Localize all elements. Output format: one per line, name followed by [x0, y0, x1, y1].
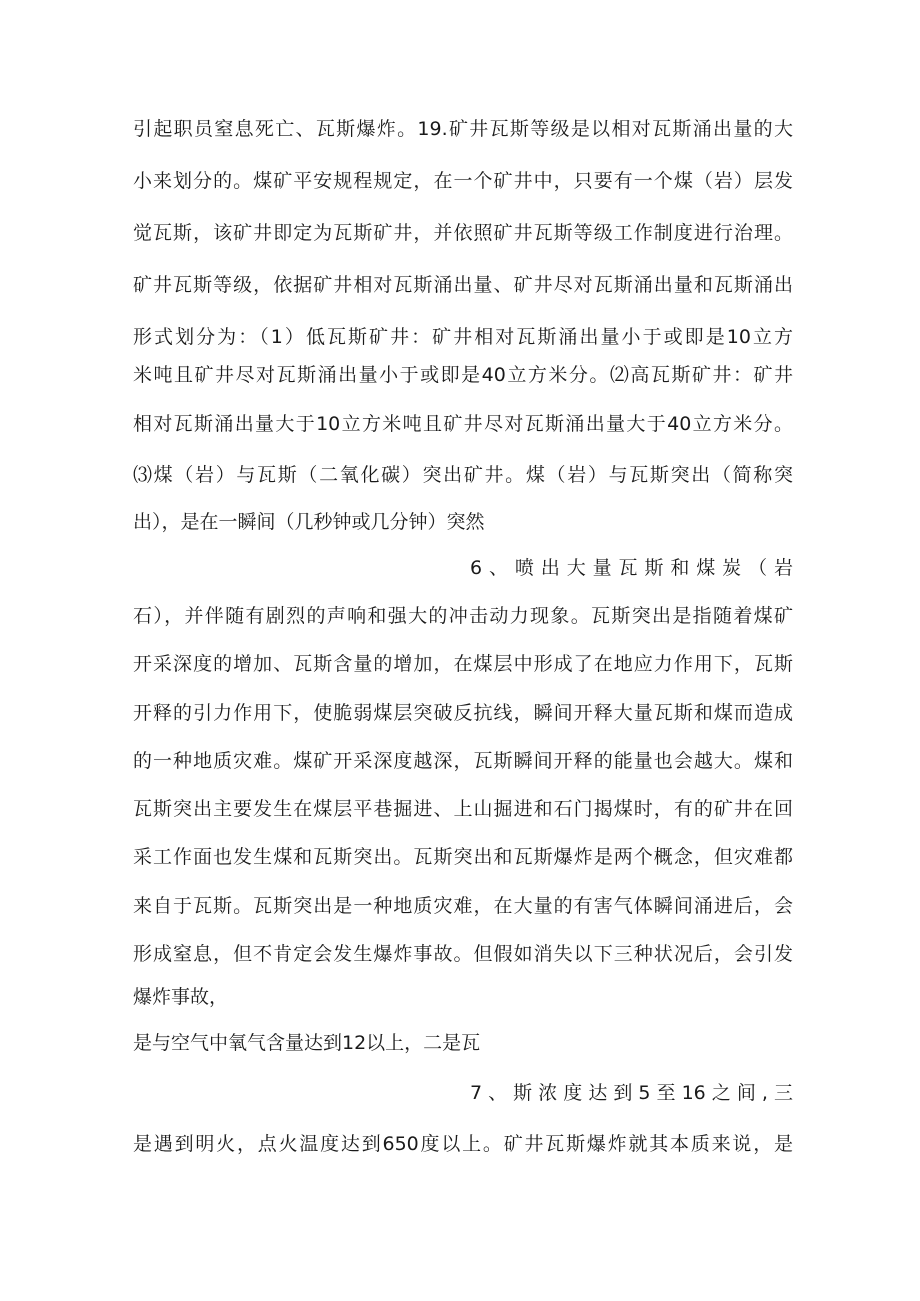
text-line: 相对瓦斯涌出量大于10立方米吨且矿井尽对瓦斯涌出量大于40立方米分。 — [133, 413, 793, 435]
text-line: 小来划分的。煤矿平安规程规定，在一个矿井中，只要有一个煤（岩）层发 — [133, 170, 793, 192]
text-line: 开释的引力作用下，使脆弱煤层突破反抗线，瞬间开释大量瓦斯和煤而造成 — [133, 702, 793, 724]
text-line: 爆炸事故， — [133, 986, 229, 1008]
text-line: 瓦斯突出主要发生在煤层平巷掘进、上山掘进和石门揭煤时，有的矿井在回 — [133, 798, 793, 820]
text-line: 石），并伴随有剧烈的声响和强大的冲击动力现象。瓦斯突出是指随着煤矿 — [133, 605, 793, 627]
text-line: 引起职员窒息死亡、瓦斯爆炸。19.矿井瓦斯等级是以相对瓦斯涌出量的大 — [133, 118, 793, 140]
text-line: 矿井瓦斯等级，依据矿井相对瓦斯涌出量、矿井尽对瓦斯涌出量和瓦斯涌出 — [133, 274, 793, 296]
text-line: 开采深度的增加、瓦斯含量的增加，在煤层中形成了在地应力作用下，瓦斯 — [133, 653, 793, 675]
text-line: 形式划分为：（1）低瓦斯矿井：矿井相对瓦斯涌出量小于或即是10立方 — [133, 326, 793, 348]
text-line: 的一种地质灾难。煤矿开采深度越深，瓦斯瞬间开释的能量也会越大。煤和 — [133, 750, 793, 772]
text-line: 是与空气中氧气含量达到12以上，二是瓦 — [133, 1032, 481, 1054]
text-line: ⑶煤（岩）与瓦斯（二氧化碳）突出矿井。煤（岩）与瓦斯突出（简称突 — [133, 464, 793, 486]
text-line: 来自于瓦斯。瓦斯突出是一种地质灾难，在大量的有害气体瞬间涌进后，会 — [133, 895, 793, 917]
text-line: 是遇到明火，点火温度达到650度以上。矿井瓦斯爆炸就其本质来说，是 — [133, 1133, 793, 1155]
numbered-line: 7、斯浓度达到5至16之间,三 — [470, 1082, 793, 1104]
numbered-line: 6、喷出大量瓦斯和煤炭（岩 — [470, 557, 793, 579]
text-line: 米吨且矿井尽对瓦斯涌出量小于或即是40立方米分。⑵高瓦斯矿井：矿井 — [133, 364, 793, 386]
text-line: 觉瓦斯，该矿井即定为瓦斯矿井，并依照矿井瓦斯等级工作制度进行治理。 — [133, 222, 793, 244]
text-line: 采工作面也发生煤和瓦斯突出。瓦斯突出和瓦斯爆炸是两个概念，但灾难都 — [133, 846, 793, 868]
text-line: 出），是在一瞬间（几秒钟或几分钟）突然 — [133, 511, 485, 533]
text-line: 形成窒息，但不肯定会发生爆炸事故。但假如消失以下三种状况后，会引发 — [133, 943, 793, 965]
